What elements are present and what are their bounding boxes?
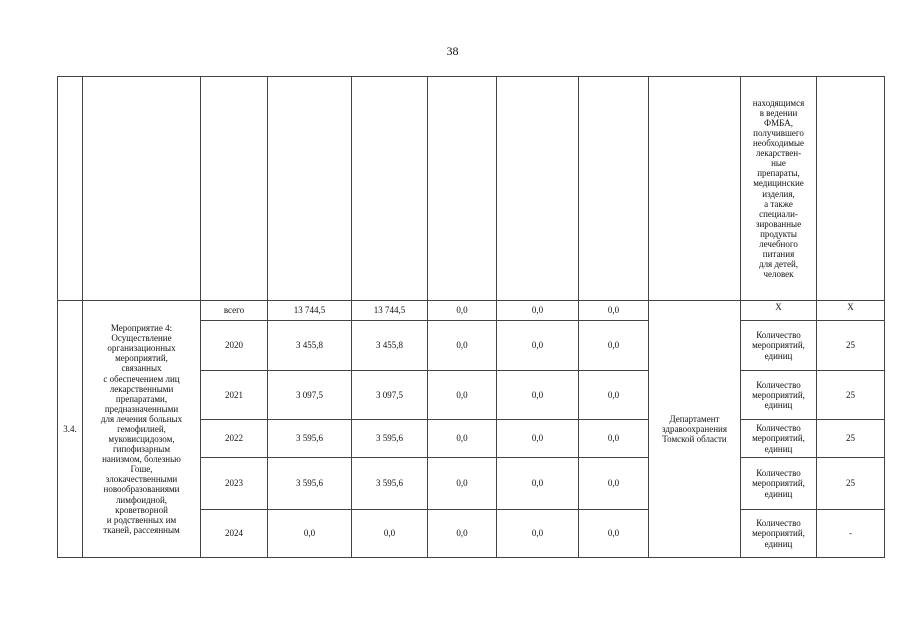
total-cell: 13 744,5	[268, 301, 352, 321]
measure-description: Мероприятие 4: Осуществление организационных мероприятий, связанных с обеспечением лиц лекарственными препаратами, предназначенными для лечения больных гемофилией, муковисцидозом, гипофизарным нанизмом, болезнью Гоше, злокачественными новообразованиями лимфоидной, кроветворной и родственных им тканей, рассеянным	[83, 301, 201, 558]
year-cell: 2024	[201, 510, 268, 558]
indicator-cell: Х	[741, 301, 817, 321]
value-cell: -	[817, 510, 885, 558]
other-cell: 0,0	[579, 458, 649, 510]
other-cell: 0,0	[579, 321, 649, 371]
local-cell: 0,0	[497, 420, 579, 458]
year-cell: 2020	[201, 321, 268, 371]
year-cell: 2023	[201, 458, 268, 510]
regional-cell: 0,0	[428, 458, 497, 510]
total-cell: 3 595,6	[268, 458, 352, 510]
year-cell: всего	[201, 301, 268, 321]
cell-empty	[428, 77, 497, 301]
table-row	[58, 301, 885, 321]
value-cell: 25	[817, 371, 885, 420]
indicator-cell: Количество мероприятий, единиц	[741, 510, 817, 558]
federal-cell: 3 595,6	[352, 420, 428, 458]
federal-cell: 13 744,5	[352, 301, 428, 321]
department-cell: Департамент здравоохранения Томской области	[649, 301, 741, 558]
indicator-cell: Количество мероприятий, единиц	[741, 420, 817, 458]
cell-empty	[268, 77, 352, 301]
total-cell: 0,0	[268, 510, 352, 558]
total-cell: 3 455,8	[268, 321, 352, 371]
continuation-row	[58, 77, 885, 301]
other-cell: 0,0	[579, 420, 649, 458]
year-cell: 2021	[201, 371, 268, 420]
measure-number: 3.4.	[58, 301, 83, 558]
regional-cell: 0,0	[428, 510, 497, 558]
page-number: 38	[446, 44, 459, 58]
federal-cell: 3 595,6	[352, 458, 428, 510]
federal-cell: 3 097,5	[352, 371, 428, 420]
local-cell: 0,0	[497, 321, 579, 371]
other-cell: 0,0	[579, 301, 649, 321]
indicator-cell: Количество мероприятий, единиц	[741, 321, 817, 371]
other-cell: 0,0	[579, 510, 649, 558]
cell-empty	[352, 77, 428, 301]
year-cell: 2022	[201, 420, 268, 458]
cell-empty	[817, 77, 885, 301]
total-cell: 3 595,6	[268, 420, 352, 458]
federal-cell: 3 455,8	[352, 321, 428, 371]
local-cell: 0,0	[497, 371, 579, 420]
indicator-cell: Количество мероприятий, единиц	[741, 371, 817, 420]
cell-empty	[201, 77, 268, 301]
value-cell: 25	[817, 420, 885, 458]
local-cell: 0,0	[497, 510, 579, 558]
indicator-cell: Количество мероприятий, единиц	[741, 458, 817, 510]
program-table	[57, 76, 885, 558]
local-cell: 0,0	[497, 458, 579, 510]
cell-empty	[58, 77, 83, 301]
regional-cell: 0,0	[428, 301, 497, 321]
local-cell: 0,0	[497, 301, 579, 321]
federal-cell: 0,0	[352, 510, 428, 558]
other-cell: 0,0	[579, 371, 649, 420]
value-cell: 25	[817, 458, 885, 510]
regional-cell: 0,0	[428, 321, 497, 371]
regional-cell: 0,0	[428, 371, 497, 420]
cell-empty	[579, 77, 649, 301]
cell-empty	[497, 77, 579, 301]
value-cell: Х	[817, 301, 885, 321]
continued-indicator-cell: находящимся в ведении ФМБА, получившего необходимые лекарствен- ные препараты, медицинские изделия, а также специали- зированные продукты лечебного питания для детей, человек	[741, 77, 817, 301]
cell-empty	[83, 77, 201, 301]
value-cell: 25	[817, 321, 885, 371]
cell-empty	[649, 77, 741, 301]
total-cell: 3 097,5	[268, 371, 352, 420]
regional-cell: 0,0	[428, 420, 497, 458]
